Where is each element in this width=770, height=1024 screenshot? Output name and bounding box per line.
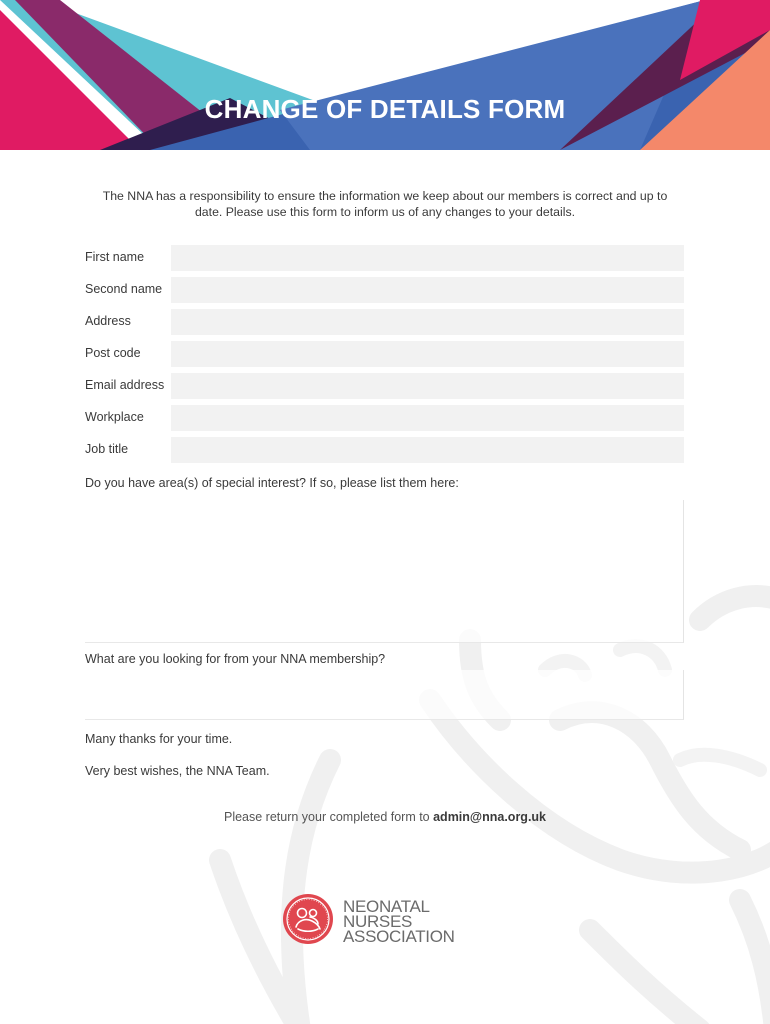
return-prefix: Please return your completed form to bbox=[223, 810, 434, 824]
logo-line-2: NURSES bbox=[343, 912, 413, 931]
membership-textarea[interactable] bbox=[85, 670, 684, 720]
header-banner bbox=[0, 0, 770, 150]
return-instruction bbox=[0, 810, 770, 824]
second-name-row bbox=[85, 277, 685, 303]
job-title-label: Job title bbox=[85, 442, 129, 456]
logo-line-1: NEONATAL bbox=[343, 897, 430, 916]
post-code-field[interactable] bbox=[171, 341, 684, 367]
workplace-label: Workplace bbox=[85, 410, 144, 424]
post-code-row bbox=[85, 341, 685, 367]
return-email-link[interactable]: admin@nna.org.uk bbox=[433, 810, 546, 824]
second-name-label: Second name bbox=[85, 282, 163, 296]
job-title-row bbox=[85, 437, 685, 463]
first-name-label: First name bbox=[85, 250, 145, 264]
nna-logo bbox=[282, 893, 482, 945]
email-address-row bbox=[85, 373, 685, 399]
address-label: Address bbox=[85, 314, 131, 328]
address-field[interactable] bbox=[171, 309, 684, 335]
logo-wordmark bbox=[343, 899, 455, 944]
first-name-field[interactable] bbox=[171, 245, 684, 271]
closing-thanks: Many thanks for your time. bbox=[85, 732, 233, 746]
second-name-field[interactable] bbox=[171, 277, 684, 303]
address-row bbox=[85, 309, 685, 335]
workplace-row bbox=[85, 405, 685, 431]
mother-and-baby-icon bbox=[282, 893, 334, 945]
header-geometric-graphic bbox=[0, 0, 770, 150]
email-address-field[interactable] bbox=[171, 373, 684, 399]
first-name-row bbox=[85, 245, 685, 271]
workplace-field[interactable] bbox=[171, 405, 684, 431]
intro-text: The NNA has a responsibility to ensure the information we keep about our members is correct and up to date. Please use this form to inform us of any changes to your details. bbox=[102, 189, 668, 219]
special-interest-question: Do you have area(s) of special interest? If so, please list them here: bbox=[85, 476, 459, 490]
special-interest-textarea[interactable] bbox=[85, 500, 684, 643]
email-address-label: Email address bbox=[85, 378, 165, 392]
form-title: CHANGE OF DETAILS FORM bbox=[204, 94, 566, 124]
closing-regards: Very best wishes, the NNA Team. bbox=[85, 764, 270, 778]
logo-line-3: ASSOCIATION bbox=[343, 927, 455, 946]
membership-question: What are you looking for from your NNA membership? bbox=[85, 652, 386, 666]
job-title-field[interactable] bbox=[171, 437, 684, 463]
post-code-label: Post code bbox=[85, 346, 141, 360]
